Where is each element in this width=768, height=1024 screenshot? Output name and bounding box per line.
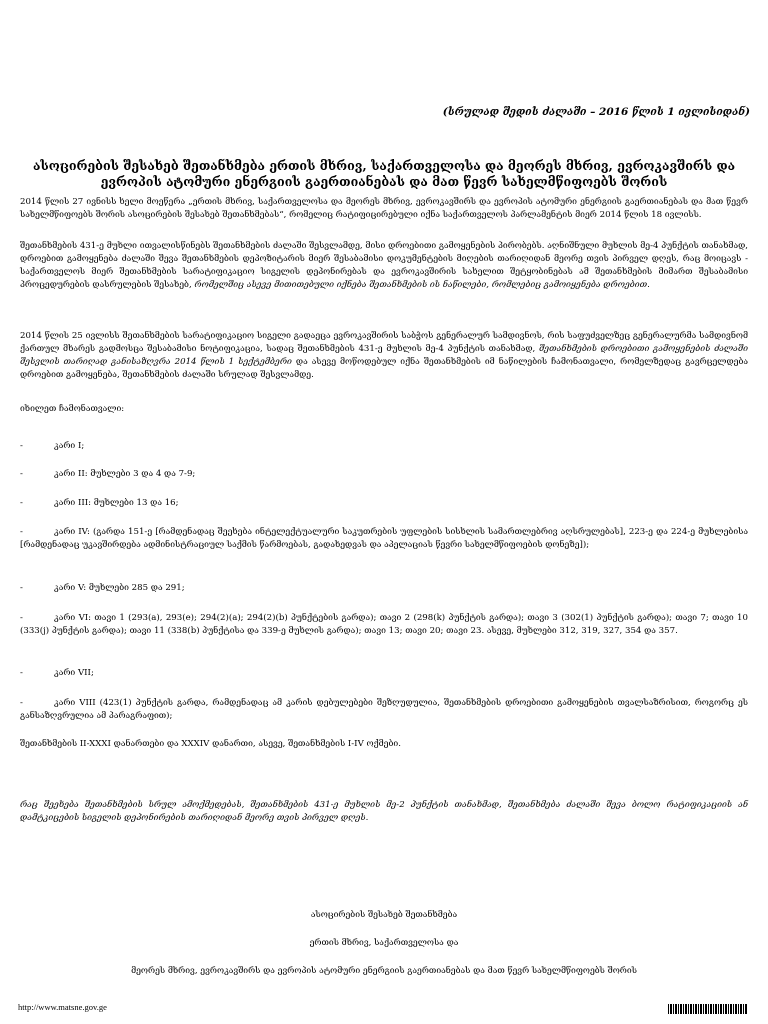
provisional-text: შეთანხმების 431-ე მუხლი ითვალისწინებს შეთანხმების ძალაში შესვლამდე, მისი დროებითი გამოყენების პირობებს. აღნიშნული მუხლის მე-4 პუნქტის თანახმად, დროებით გამოყენება ძალაში შევა შეთანხმების დეპოზიტარის მიერ შესაბამისი დოკუმენტების მიღების თარიღიდან მეორე თვის პირველ დღეს, რაც მოიცავს - საქართველოს მიერ შეთანხმების სარატიფიკაციო სიგელის დეპონირებას და ევროკავშირის სახელით შეტყობინებას ამ შეთანხმების მიმართ შესაბამისი პროცედურების დასრულების შესახებ,	[20, 241, 748, 290]
provisional-text-italic: რომელშიც ასევე მითითებული იქნება შეთანხმების ის ნაწილები, რომლებიც გამოიყენება დროებით.	[194, 280, 650, 290]
list-item: - კარი V: მუხლები 285 და 291;	[20, 583, 185, 593]
provisional-application-paragraph	[20, 240, 748, 292]
final-note: რაც შეეხება შეთანხმების სრულ ამოქმედებას, შეთანხმების 431-ე მუხლის მე-2 პუნქტის თანახმად, შეთანხმება ძალაში შევა ბოლო რატიფიკაციის ან დამტკიცების სიგელის დეპონირების თარიღიდან მეორე თვის პირველ დღეს.	[20, 800, 748, 823]
doc-heading-line-1: ასოცირების შესახებ შეთანხმება	[310, 910, 458, 920]
list-item: - კარი VI: თავი 1 (293(a), 293(e); 294(2)(a); 294(2)(b) პუნქტების გარდა); თავი 2 (298(k) პუნქტის გარდა); თავი 3 (302(1) პუნქტის გარდა); თავი 7; თავი 10 (333(j) პუნქტის გარდა); თავი 11 (338(b) პუნქტისა და 339-ე მუხლის გარდა); თავი 13; თავი 20; თავი 23. ასევე, მუხლები 312, 319, 327, 354 და 357.	[20, 613, 748, 636]
list-item: - კარი I;	[20, 441, 85, 451]
see-list-label: იხილეთ ჩამონათვალი:	[20, 404, 125, 414]
barcode-image	[668, 1004, 748, 1014]
ratification-text: 2014 წლის 25 ივლისს შეთანხმების სარატიფიკაციო სიგელი გადაეცა ევროკავშირის საბჭოს გენერალურ სამდივნოს, რის საფუძველზეც გენერალურმა სამდივნომ ქართულ მხარეს გადმოსცა შესაბამისი ნოტიფიკაცია, სადაც შეთანხმების 431-ე მუხლის მე-4 პუნქტის თანახმად,	[20, 331, 748, 354]
list-item: - კარი II: მუხლები 3 და 4 და 7-9;	[20, 469, 196, 479]
list-item: - კარი VIII (423(1) პუნქტის გარდა, რამდენადაც ამ კარის დებულებები შეზღუდულია, შეთანხმების დროებითი გამოყენების თვალსაზრისით, როგორც ეს განსაზღვრულია ამ პარაგრაფით);	[20, 698, 748, 721]
title-line-2: ევროპის ატომური ენერგიის გაერთიანებას და მათ წევრ სახელმწიფოებს შორის	[100, 174, 668, 189]
ratification-paragraph	[20, 330, 748, 382]
list-item: - კარი III: მუხლები 13 და 16;	[20, 498, 179, 508]
effective-date-note: (სრულად შედის ძალაში – 2016 წლის 1 ივლისიდან)	[442, 106, 750, 118]
ratification-date-italic: შეთანხმების დროებითი გამოყენების ძალაში შესვლის თარიღად განისაზღვრა 2014 წლის 1 სექტემბერი	[20, 344, 748, 367]
document-title	[24, 158, 744, 190]
intro-paragraph: 2014 წლის 27 ივნისს ხელი მოეწერა „ერთის მხრივ, საქართველოსა და მეორეს მხრივ, ევროკავშირს და ევროპის ატომური ენერგიის გაერთიანებას და მათ წევრ სახელმწიფოებს შორის ასოცირების შესახებ შეთანხმებას“, რომელიც რატიფიცირებული იქნა საქართველოს პარლამენტის მიერ 2014 წლის 18 ივლისს.	[20, 197, 748, 220]
annex-note: შეთანხმების II-XXXI დანართები და XXXIV დანართი, ასევე, შეთანხმების I-IV ოქმები.	[20, 739, 401, 749]
ratification-text-end: და ასევე მოწოდებულ იქნა შეთანხმების იმ ნაწილების ჩამონათვალი, რომელზედაც გავრცელდება დროებით გამოყენება, შეთანხმების ძალაში სრულად შესვლამდე.	[20, 357, 749, 380]
list-item: - კარი VII;	[20, 668, 94, 678]
doc-heading-line-2: ერთის მხრივ, საქართველოსა და	[309, 938, 459, 948]
list-item: - კარი IV: (გარდა 151-ე [რამდენადაც შეეხება ინტელექტუალური საკუთრების უფლების სისხლის სამართლებრივ აღსრულებას], 223-ე და 224-ე მუხლებისა [რამდენადაც უკავშირდება ადმინისტრაციულ საქმის წარმოებას, გადახედვას და აპელაციას წევრი სახელმწიფოების დონეზე]);	[20, 527, 748, 550]
doc-heading-line-3: მეორეს მხრივ, ევროკავშირს და ევროპის ატომური ენერგიის გაერთიანებას და მათ წევრ სახელმწიფოებს შორის	[131, 966, 637, 976]
footer-url-link[interactable]: http://www.matsne.gov.ge	[18, 1002, 107, 1012]
title-line-1: ასოცირების შესახებ შეთანხმება ერთის მხრივ, საქართველოსა და მეორეს მხრივ, ევროკავშირს და	[32, 158, 736, 173]
